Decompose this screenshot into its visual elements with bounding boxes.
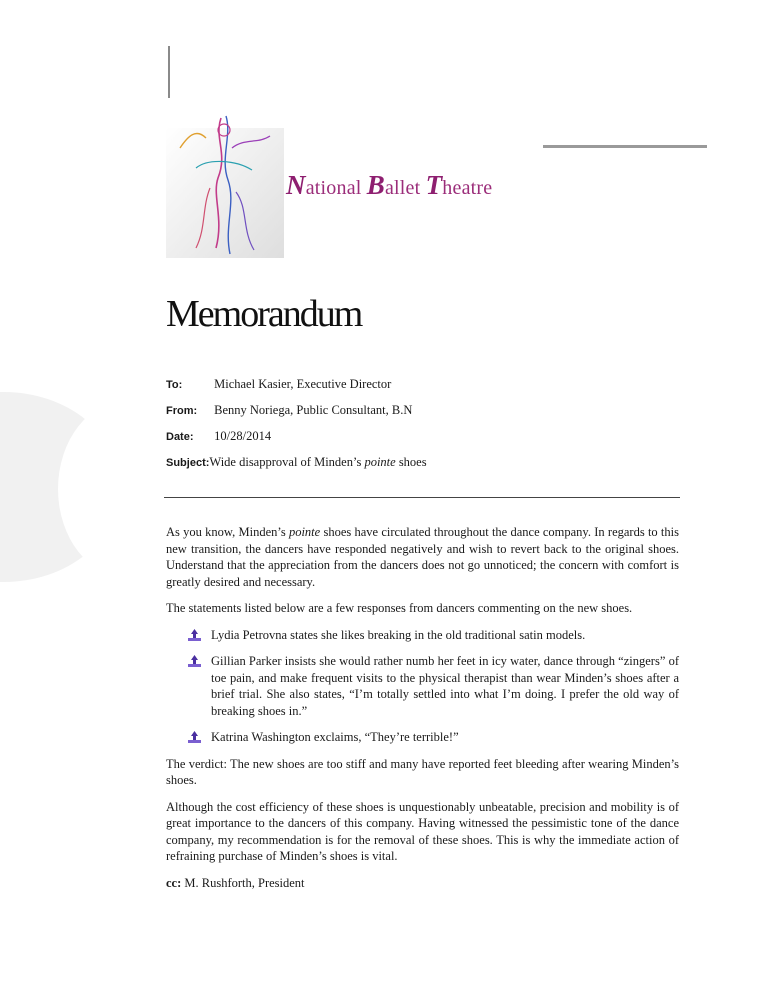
subject-value-pre: Wide disapproval of Minden’s xyxy=(209,455,365,469)
list-item xyxy=(166,653,679,719)
statement-text: Katrina Washington exclaims, “They’re terrible!” xyxy=(211,730,459,744)
decorative-horizontal-bar xyxy=(543,145,707,148)
statement-text: Gillian Parker insists she would rather numb her feet in icy water, dance through “zingers” of toe pain, and make frequent visits to the physical therapist than wear Minden’s shoes after a brief trial. She also states, “I’m totally settled into what I’m doing. I prefer the old way of breaking shoes in.” xyxy=(211,654,679,718)
brand-initial-n: N xyxy=(286,170,306,200)
brand-initial-b: B xyxy=(366,170,385,200)
brand-initial-t: T xyxy=(425,170,443,200)
arrow-bullet-icon xyxy=(188,655,201,667)
arrow-bullet-icon xyxy=(188,731,201,743)
decorative-vertical-bar xyxy=(168,46,170,98)
dancer-statements-list xyxy=(166,627,679,746)
intro-post: shoes have circulated throughout the dance company. In regards to this new transition, the dancers have responded negatively and wish to revert back to the original shoes. Understand that the appreciation from the dancers does not go unnoticed; the concern with comfort is greatly desired and necessary. xyxy=(166,525,679,589)
paragraph-verdict: The verdict: The new shoes are too stiff and many have reported feet bleeding after wearing Minden’s shoes. xyxy=(166,756,679,787)
from-row xyxy=(166,403,412,418)
cc-value: M. Rushforth, President xyxy=(184,875,305,890)
subject-label: Subject: xyxy=(166,457,210,469)
paragraph-statements: The statements listed below are a few responses from dancers commenting on the new shoes. xyxy=(166,601,633,615)
ballet-dancer-logo xyxy=(166,108,284,258)
cc-label: cc: xyxy=(166,875,182,890)
memo-body xyxy=(166,524,679,901)
brand-rest-ballet: allet xyxy=(384,177,421,199)
brand-rest-theatre: heatre xyxy=(442,177,493,199)
company-name xyxy=(286,170,492,201)
memo-title: Memorandum xyxy=(166,293,362,335)
to-row xyxy=(166,377,391,392)
brand-rest-national: ational xyxy=(305,177,362,199)
paragraph-recommendation: Although the cost efficiency of these shoes is unquestionably unbeatable, precision and mobility is of great importance to the dancers of this company. Having witnessed the pessimistic tone of the dance company, my recommendation is for the removal of these shoes. This is why the immediate action of refraining purchase of Minden’s shoes is vital. xyxy=(166,799,679,863)
statement-text: Lydia Petrovna states she likes breaking in the old traditional satin models. xyxy=(211,627,586,642)
date-label: Date: xyxy=(166,431,194,443)
header-divider xyxy=(164,497,680,498)
date-value: 10/28/2014 xyxy=(214,429,272,443)
intro-pre: As you know, Minden’s xyxy=(166,525,289,539)
cc-line xyxy=(166,875,679,892)
to-label: To: xyxy=(166,379,183,391)
arrow-bullet-icon xyxy=(188,629,201,641)
subject-value-emph: pointe xyxy=(364,455,396,469)
intro-emph: pointe xyxy=(288,525,321,539)
from-label: From: xyxy=(166,405,198,417)
paragraph-intro xyxy=(166,524,679,590)
from-value: Benny Noriega, Public Consultant, B.N xyxy=(214,403,413,417)
to-value: Michael Kasier, Executive Director xyxy=(214,377,392,391)
subject-value-post: shoes xyxy=(395,455,427,469)
subject-row xyxy=(166,455,427,470)
date-row xyxy=(166,429,271,444)
list-item xyxy=(166,627,679,644)
list-item xyxy=(166,729,679,746)
